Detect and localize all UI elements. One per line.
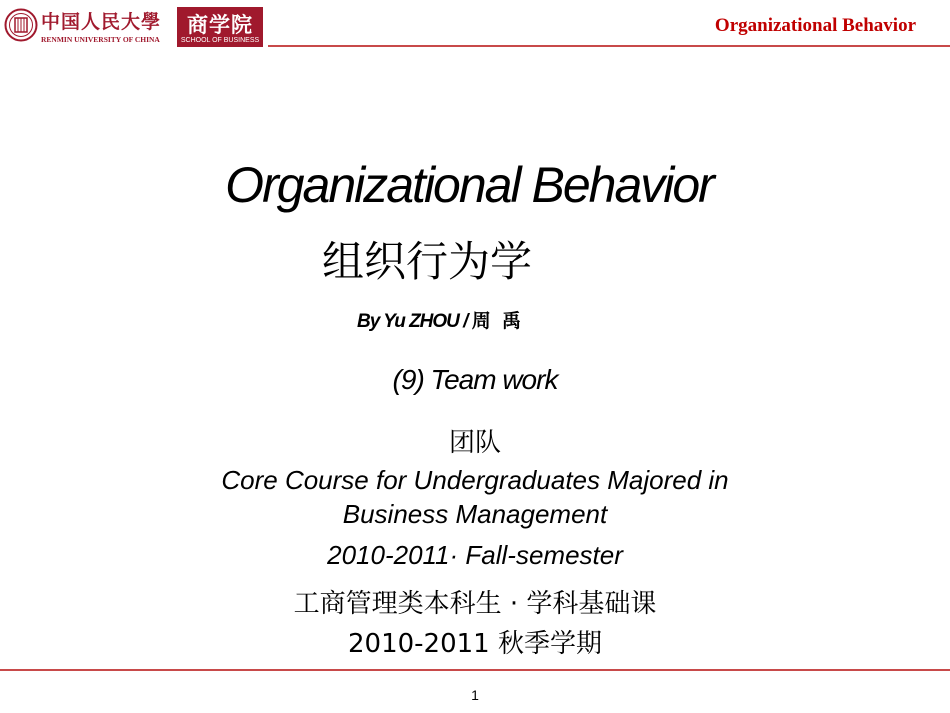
course-description-line1: Core Course for Undergraduates Majored in [221, 465, 729, 495]
slide-header [0, 0, 950, 52]
university-name-cn: 中国人民大學 [41, 11, 162, 33]
university-name-en: RENMIN UNIVERSITY OF CHINA [41, 35, 160, 44]
footer-divider [0, 669, 950, 671]
school-logo [177, 7, 263, 47]
header-course-title: Organizational Behavior [714, 15, 916, 36]
course-description-line2: Business Management [342, 499, 608, 529]
university-seal-icon [4, 8, 38, 42]
slide-title: Organizational Behavior [225, 157, 713, 213]
course-description-cn: 工商管理类本科生 · 学科基础课 [293, 589, 657, 619]
slide-title-cn: 组织行为学 [322, 237, 533, 286]
header-divider [268, 45, 950, 47]
author-name-cn: 周 禹 [471, 311, 525, 332]
lecture-topic-cn: 团队 [448, 428, 501, 458]
author-line [357, 306, 524, 333]
lecture-topic: (9) Team work [392, 364, 558, 395]
semester: 2010-2011· Fall-semester [327, 540, 623, 570]
semester-cn: 2010-2011 秋季学期 [348, 629, 602, 659]
school-name-en: SCHOOL OF BUSINESS [180, 37, 260, 44]
page-number: 1 [471, 687, 479, 703]
course-description [0, 463, 950, 531]
author-name: By Yu ZHOU / [357, 311, 468, 332]
school-name-cn: 商学院 [187, 13, 253, 37]
